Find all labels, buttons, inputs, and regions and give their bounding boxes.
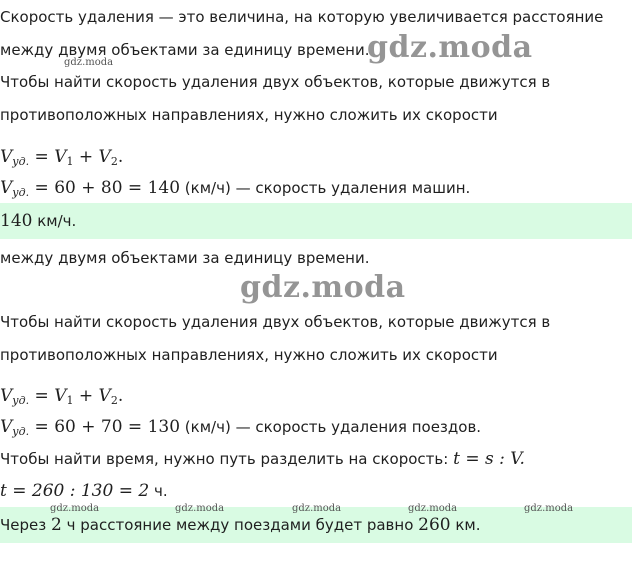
watermark-small: gdz.moda xyxy=(524,503,574,514)
text-line: между двумя объектами за единицу времени. xyxy=(0,41,370,59)
time-calc-line: t = 260 : 130 = 2 ч. xyxy=(0,481,168,501)
answer-block: 140 км/ч. xyxy=(0,203,632,239)
text-line: между двумя объектами за единицу времени. xyxy=(0,249,370,267)
answer-block: gdz.moda gdz.moda gdz.moda gdz.moda gdz.moda Через 2 ч расстояние между поездами будет равно 260 км. xyxy=(0,507,632,543)
watermark-small: gdz.moda xyxy=(408,503,458,514)
text-line: Скорость удаления — это величина, на которую увеличивается расстояние xyxy=(0,8,604,26)
watermark: gdz.moda xyxy=(367,30,533,65)
formula-line: $V_{уд.} = V_1 + V_2$. xyxy=(0,386,124,407)
watermark-small: gdz.moda xyxy=(64,57,114,68)
text-line: Чтобы найти скорость удаления двух объектов, которые движутся в xyxy=(0,73,551,91)
calc-line: $V_{уд.} = 60 + 70 = 130$ (км/ч) — скорость удаления поездов. xyxy=(0,417,482,438)
formula-line: $V_{уд.} = V_1 + V_2$. xyxy=(0,147,124,168)
calc-line: $V_{уд.} = 60 + 80 = 140$ (км/ч) — скорость удаления машин. xyxy=(0,178,471,199)
watermark-small: gdz.moda xyxy=(292,503,342,514)
watermark: gdz.moda xyxy=(240,270,406,305)
text-line: противоположных направлениях, нужно сложить их скорости xyxy=(0,346,498,364)
watermark-small: gdz.moda xyxy=(175,503,225,514)
text-line: Чтобы найти скорость удаления двух объектов, которые движутся в xyxy=(0,313,551,331)
text-line: противоположных направлениях, нужно сложить их скорости xyxy=(0,106,498,124)
watermark-small: gdz.moda xyxy=(50,503,100,514)
time-line: Чтобы найти время, нужно путь разделить на скорость: t = s : V. xyxy=(0,449,525,469)
